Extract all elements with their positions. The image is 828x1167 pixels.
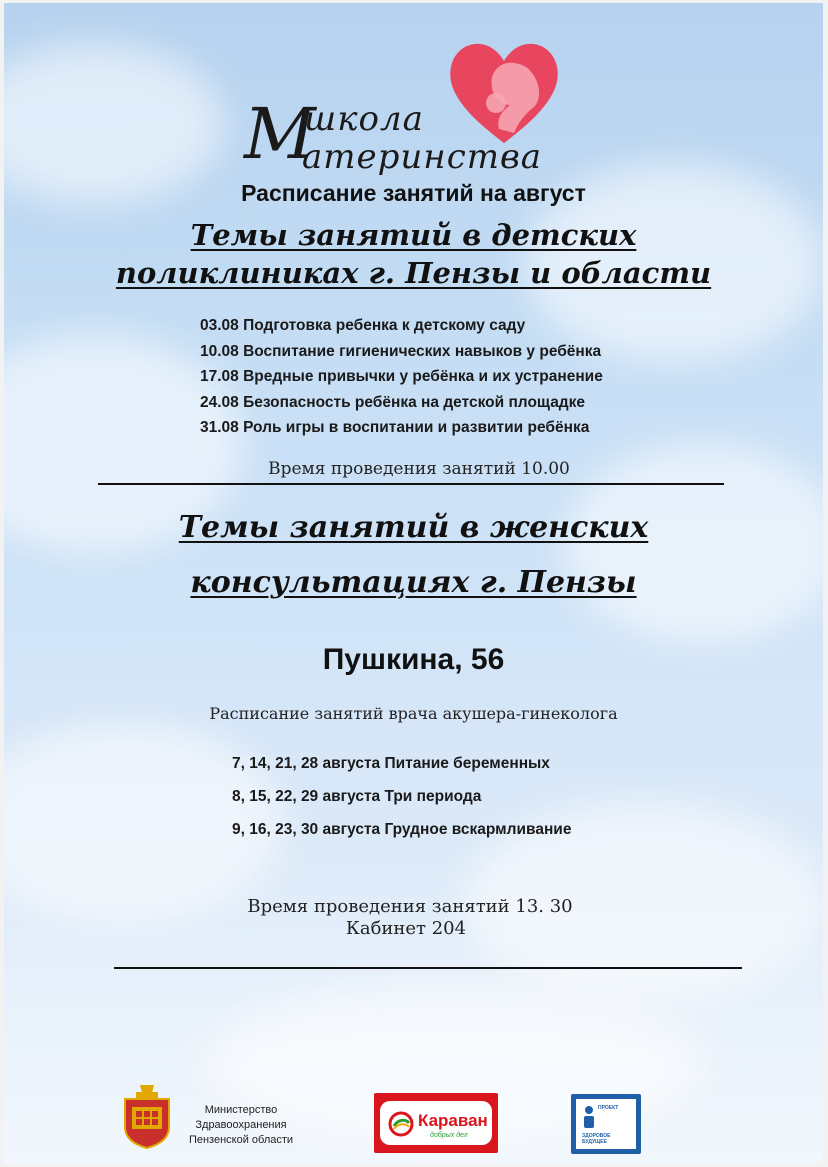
list-item: 03.08 Подготовка ребенка к детскому саду bbox=[200, 317, 526, 334]
healthy-future-logo-panel bbox=[576, 1099, 636, 1149]
list-item: 9, 16, 23, 30 августа Грудное вскармливание bbox=[232, 821, 572, 838]
divider bbox=[98, 483, 724, 485]
school-logo bbox=[244, 33, 594, 183]
list-item: 10.08 Воспитание гигиенических навыков у ребёнка bbox=[200, 342, 602, 360]
cloud bbox=[4, 43, 224, 203]
karavan-name: Караван bbox=[418, 1111, 488, 1130]
section2-heading-line1: Темы занятий в женских bbox=[178, 510, 649, 545]
consultation-time: Время проведения занятий 13. 30 bbox=[247, 896, 573, 917]
ministry-caption bbox=[176, 1103, 306, 1148]
coat-of-arms-icon bbox=[122, 1083, 172, 1149]
ministry-line1: Министерство bbox=[204, 1104, 278, 1116]
heart-mother-child-icon bbox=[444, 33, 564, 153]
section2-heading-line2: консультациях г. Пензы bbox=[190, 565, 637, 600]
poster bbox=[4, 3, 823, 1163]
project-line1: ПРОЕКТ bbox=[598, 1105, 619, 1111]
karavan-logo-panel bbox=[380, 1101, 492, 1145]
list-item: 7, 14, 21, 28 августа Питание беременных bbox=[232, 755, 550, 772]
section1-heading-line1: Темы занятий в детских bbox=[190, 218, 637, 252]
polyclinic-schedule-list bbox=[200, 315, 603, 443]
healthy-future-logo-icon bbox=[582, 1105, 596, 1129]
section1-heading-line2: поликлиниках г. Пензы и области bbox=[115, 256, 712, 290]
logo-text-line1: школа bbox=[304, 99, 424, 139]
divider bbox=[114, 967, 742, 969]
page-title: Расписание занятий на август bbox=[241, 180, 586, 206]
list-item: 8, 15, 22, 29 августа Три периода bbox=[232, 788, 482, 805]
room-number: Кабинет 204 bbox=[345, 918, 467, 939]
karavan-logo bbox=[374, 1093, 498, 1153]
ministry-line2: Здравоохранения bbox=[195, 1119, 287, 1131]
project-name bbox=[582, 1133, 610, 1145]
list-item: 24.08 Безопасность ребёнка на детской площадке bbox=[200, 393, 586, 411]
ministry-line3: Пензенской oбласти bbox=[188, 1134, 294, 1146]
list-item: 17.08 Вредные привычки у ребёнка и их устранение bbox=[200, 368, 603, 385]
karavan-logo-icon bbox=[388, 1111, 414, 1137]
consultation-schedule-list bbox=[232, 753, 571, 852]
project-line2: ЗДОРОВОЕ bbox=[582, 1133, 611, 1139]
healthy-future-logo bbox=[571, 1094, 641, 1154]
logo-text-line2: атеринства bbox=[302, 137, 543, 177]
doctor-schedule-caption: Расписание занятий врача акушера-гинеколога bbox=[209, 704, 618, 723]
karavan-tagline: добрых дел bbox=[430, 1132, 468, 1139]
polyclinic-time: Время проведения занятий 10.00 bbox=[268, 459, 570, 479]
address: Пушкина, 56 bbox=[322, 643, 505, 676]
project-label bbox=[598, 1105, 618, 1111]
logo-letter-m: М bbox=[244, 93, 316, 175]
list-item: 31.08 Роль игры в воспитании и развитии ребёнка bbox=[200, 419, 590, 436]
project-line3: БУДУЩЕЕ bbox=[582, 1139, 607, 1145]
